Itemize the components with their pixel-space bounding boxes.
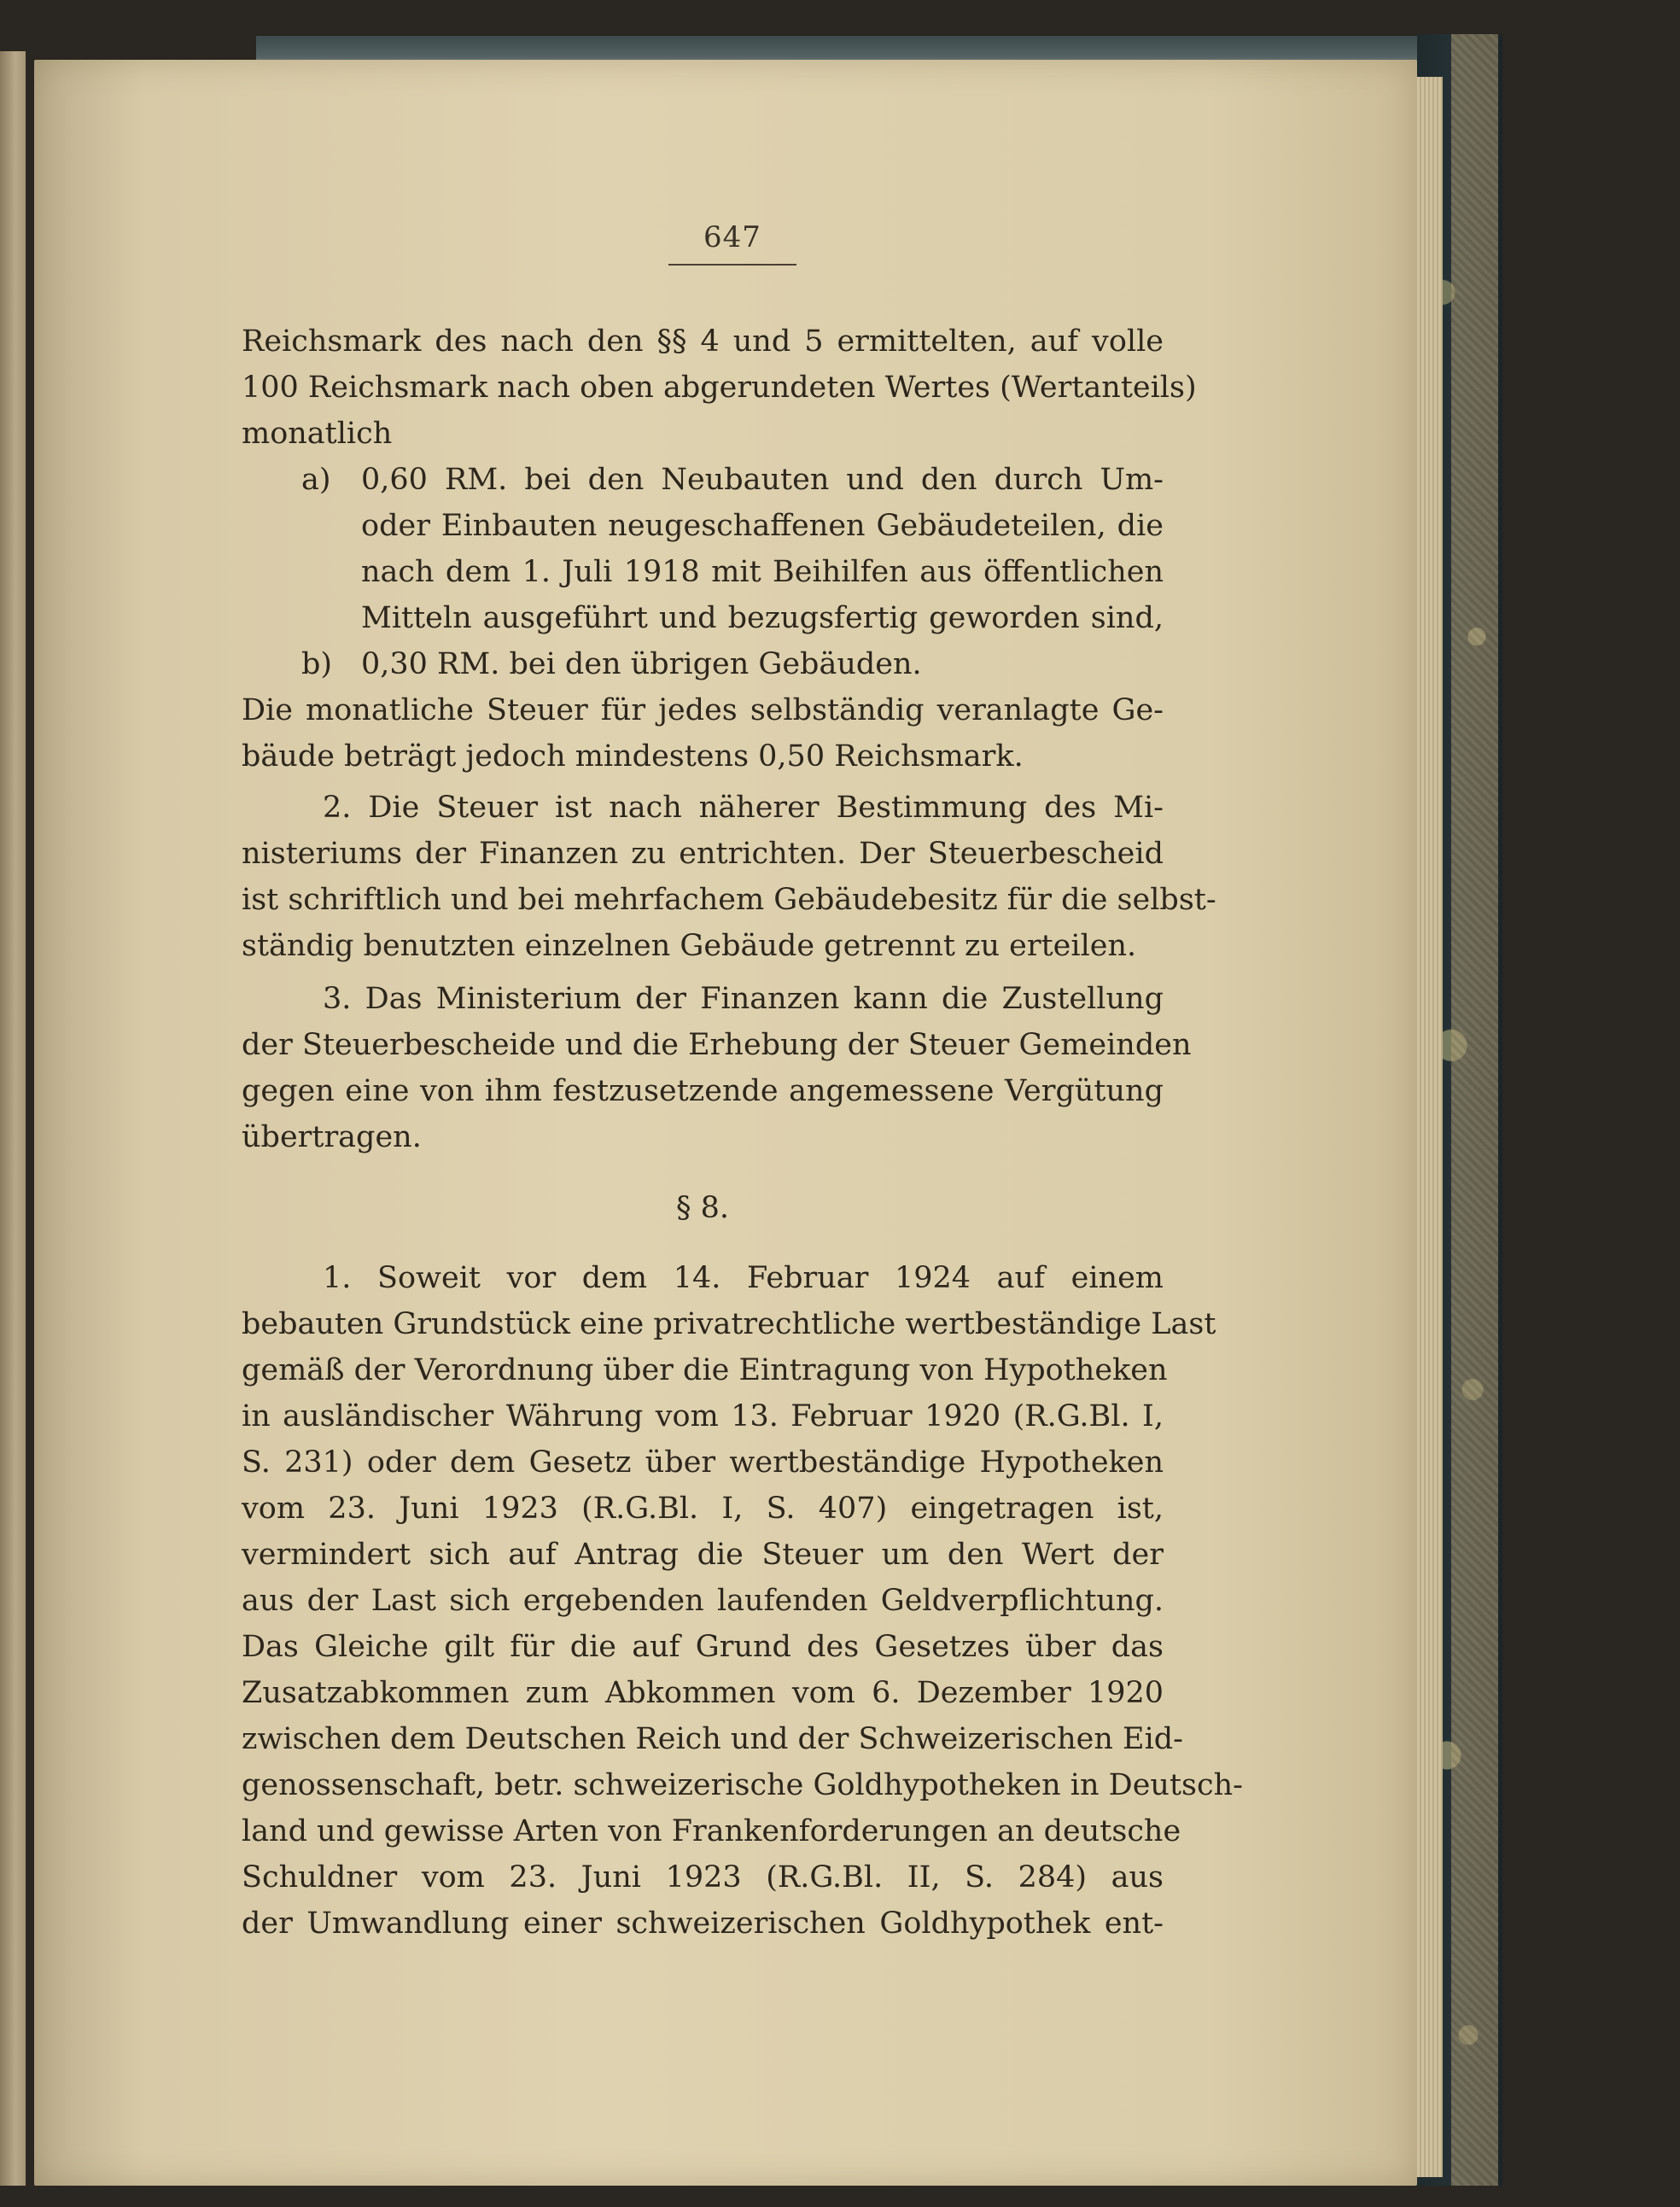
cover-corner	[1451, 34, 1498, 2186]
item-a-line: oder Einbauten neugeschaffenen Gebäudeteilen, die	[361, 509, 1164, 543]
section-8-line: Das Gleiche gilt für die auf Grund des Gesetzes über das	[242, 1630, 1164, 1664]
section-8-line: 1. Soweit vor dem 14. Februar 1924 auf einem	[323, 1261, 1164, 1295]
text-line: Die monatliche Steuer für jedes selbständig veranlagte Ge-	[242, 693, 1164, 727]
section-8-line: bebauten Grundstück eine privatrechtliche wertbeständige Last	[242, 1307, 1216, 1341]
item-a-line: nach dem 1. Juli 1918 mit Beihilfen aus öffentlichen	[361, 555, 1164, 589]
section-8-line: in ausländischer Währung vom 13. Februar 1920 (R.G.Bl. I,	[242, 1399, 1164, 1433]
section-8-line: Schuldner vom 23. Juni 1923 (R.G.Bl. II, S. 284) aus	[242, 1860, 1164, 1895]
section-8-line: Zusatzabkommen zum Abkommen vom 6. Dezember 1920	[242, 1676, 1164, 1710]
text-line: 100 Reichsmark nach oben abgerundeten Wertes (Wertanteils)	[242, 371, 1197, 405]
paragraph-2-line: nisteriums der Finanzen zu entrichten. Der Steuerbescheid	[242, 837, 1164, 871]
section-8-line: land und gewisse Arten von Frankenforderungen an deutsche	[242, 1814, 1181, 1848]
section-8-line: vom 23. Juni 1923 (R.G.Bl. I, S. 407) eingetragen ist,	[242, 1492, 1164, 1526]
text-line: Reichsmark des nach den §§ 4 und 5 ermittelten, auf volle	[242, 324, 1164, 359]
paragraph-2-line: ist schriftlich und bei mehrfachem Gebäudebesitz für die selbst-	[242, 883, 1216, 917]
page-number-rule	[668, 264, 796, 266]
section-8-line: genossenschaft, betr. schweizerische Goldhypotheken in Deutsch-	[242, 1768, 1243, 1802]
item-a-line: Mitteln ausgeführt und bezugsfertig geworden sind,	[361, 601, 1164, 635]
item-label-b: b)	[301, 647, 333, 681]
paragraph-3-line: gegen eine von ihm festzusetzende angemessene Vergütung	[242, 1074, 1164, 1108]
text-line: monatlich	[242, 417, 393, 451]
left-page-edge	[0, 51, 26, 2186]
paragraph-3-line: 3. Das Ministerium der Finanzen kann die Zustellung	[323, 982, 1164, 1016]
item-a-line: 0,60 RM. bei den Neubauten und den durch Um-	[361, 463, 1164, 497]
page-number: 647	[703, 220, 761, 254]
paragraph-3-line: der Steuerbescheide und die Erhebung der Steuer Gemeinden	[242, 1028, 1192, 1062]
paragraph-2-line: ständig benutzten einzelnen Gebäude getrennt zu erteilen.	[242, 929, 1137, 963]
page-number-container	[668, 220, 796, 254]
item-label-a: a)	[301, 463, 331, 497]
section-8-line: aus der Last sich ergebenden laufenden Geldverpflichtung.	[242, 1584, 1164, 1618]
paragraph-3-line: übertragen.	[242, 1120, 422, 1154]
paragraph-2-line: 2. Die Steuer ist nach näherer Bestimmung des Mi-	[323, 791, 1164, 825]
section-heading: § 8.	[675, 1191, 730, 1225]
item-b-line: 0,30 RM. bei den übrigen Gebäuden.	[361, 647, 922, 681]
section-8-line: zwischen dem Deutschen Reich und der Schweizerischen Eid-	[242, 1722, 1184, 1756]
section-8-line: vermindert sich auf Antrag die Steuer um den Wert der	[242, 1538, 1164, 1572]
section-8-line: S. 231) oder dem Gesetz über wertbeständige Hypotheken	[242, 1445, 1164, 1480]
text-line: bäude beträgt jedoch mindestens 0,50 Reichsmark.	[242, 739, 1024, 774]
section-8-line: gemäß der Verordnung über die Eintragung von Hypotheken	[242, 1353, 1168, 1387]
section-8-line: der Umwandlung einer schweizerischen Goldhypothek ent-	[242, 1906, 1164, 1941]
